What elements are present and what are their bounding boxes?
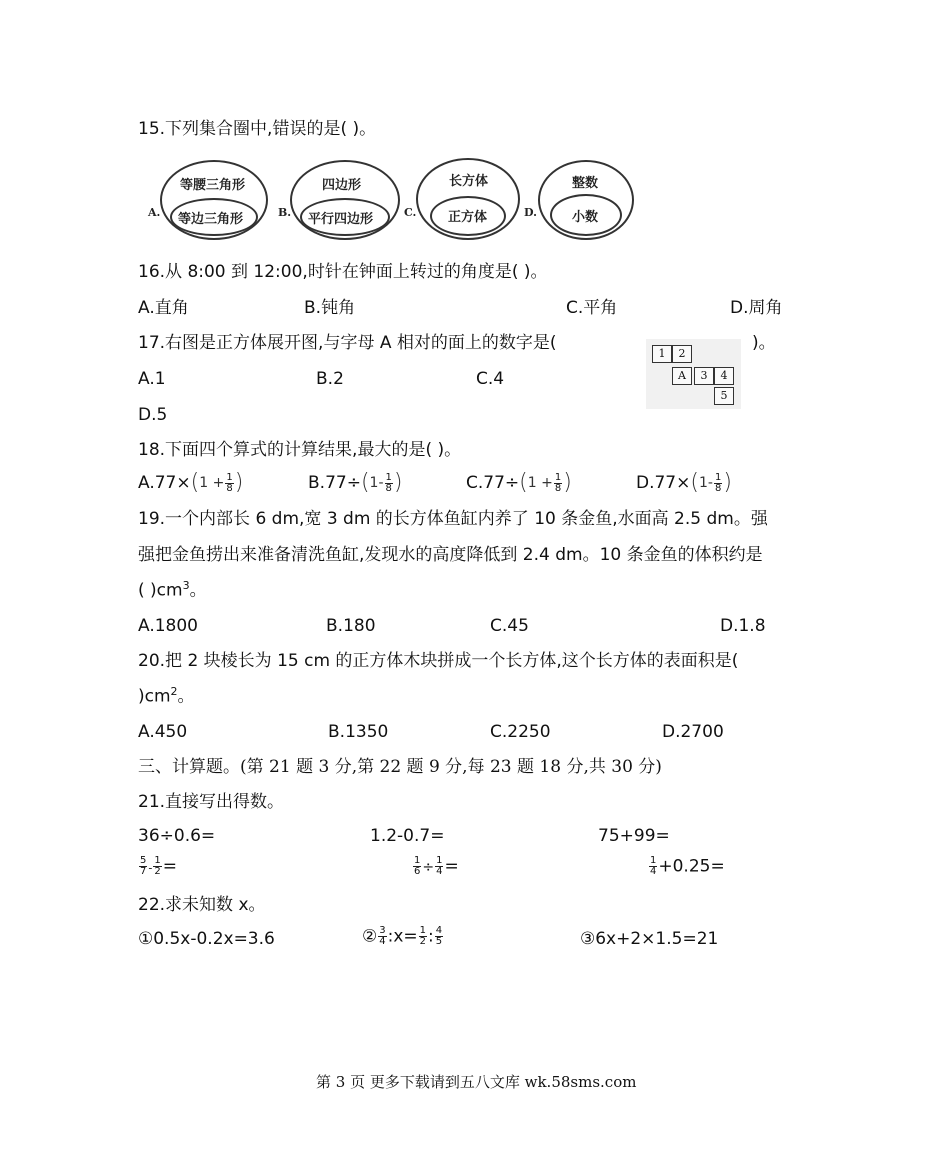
outer-set-label: 等腰三角形 <box>180 178 246 193</box>
right-paren: ) <box>393 470 403 495</box>
outer-set-label: 四边形 <box>322 178 362 193</box>
operator: ÷ <box>422 859 435 876</box>
net-face: 4 <box>714 367 734 385</box>
q22-equation-3: ③6x+2×1.5=21 <box>580 929 719 949</box>
circled-number: ② <box>362 926 378 947</box>
fraction <box>435 856 443 877</box>
period: 。 <box>177 686 195 707</box>
inner-set-label: 小数 <box>572 210 599 225</box>
fraction <box>435 926 443 947</box>
right-paren: ) <box>723 470 732 495</box>
fraction-denominator: 8 <box>714 482 722 494</box>
q17-stem: 17.右图是正方体展开图,与字母 A 相对的面上的数字是( <box>138 333 557 353</box>
set-option-b <box>278 158 410 242</box>
right-paren: ) <box>234 470 244 495</box>
q19-blank-unit: ( )cm <box>138 580 183 601</box>
q16-option-c: C.平角 <box>566 298 618 318</box>
operator: - <box>148 861 153 875</box>
q18-d-prefix: D.77× <box>636 473 691 494</box>
q18-option-b <box>308 470 402 496</box>
q20-option-a: A.450 <box>138 722 188 742</box>
fraction-denominator: 5 <box>435 936 443 947</box>
superscript: 2 <box>170 685 178 698</box>
q17-option-d: D.5 <box>138 405 168 425</box>
fraction <box>385 473 393 494</box>
q19-line1: 19.一个内部长 6 dm,宽 3 dm 的长方体鱼缸内养了 10 条金鱼,水面高 2.5 dm。强 <box>138 509 768 529</box>
fraction <box>419 926 427 947</box>
fraction-denominator: 2 <box>419 936 427 947</box>
fraction-denominator: 8 <box>226 482 233 494</box>
q20-option-d: D.2700 <box>662 722 724 742</box>
q16-option-d: D.周角 <box>730 298 783 318</box>
section-heading: 三、计算题。(第 21 题 3 分,第 22 题 9 分,每 23 题 18 分,共 30 分) <box>138 757 662 777</box>
fraction <box>649 856 657 877</box>
set-option-letter: C. <box>404 206 417 219</box>
net-face: 5 <box>714 387 734 405</box>
q18-c-prefix: C.77÷ <box>466 473 520 494</box>
q18-d-inner: 1- <box>698 474 713 491</box>
fraction-numerator: 1 <box>414 855 421 866</box>
fraction-numerator: 1 <box>714 471 722 483</box>
q18-option-c <box>466 470 572 496</box>
set-option-letter: B. <box>278 206 292 219</box>
q17-stem-close: )。 <box>752 333 776 353</box>
fraction-numerator: 4 <box>435 925 443 936</box>
inner-set-label: 平行四边形 <box>308 212 374 227</box>
inner-set-label: 正方体 <box>448 210 488 225</box>
equation-middle: :x= <box>387 926 418 947</box>
fraction-denominator: 4 <box>650 866 657 877</box>
set-option-c <box>404 158 522 242</box>
fraction-numerator: 1 <box>154 855 161 866</box>
q19-line3 <box>138 579 207 601</box>
q18-stem: 18.下面四个算式的计算结果,最大的是( )。 <box>138 440 462 460</box>
equals: = <box>162 856 177 877</box>
set-option-d <box>522 158 638 242</box>
q18-a-inner: 1 + <box>199 474 225 491</box>
q20-unit: )cm <box>138 686 171 707</box>
fraction-denominator: 6 <box>414 866 421 877</box>
set-option-letter: A. <box>148 206 161 219</box>
fraction-denominator: 8 <box>554 482 562 494</box>
fraction <box>153 856 161 877</box>
q17-option-c: C.4 <box>476 369 505 389</box>
fraction-numerator: 3 <box>379 925 386 936</box>
inner-set-label: 等边三角形 <box>178 212 244 227</box>
right-paren: ) <box>563 470 572 495</box>
fraction-numerator: 1 <box>419 925 427 936</box>
fraction-denominator: 7 <box>140 866 147 877</box>
fraction-numerator: 1 <box>436 855 443 866</box>
outer-set-label: 整数 <box>572 176 599 191</box>
set-diagram <box>138 158 638 242</box>
set-option-letter: D. <box>524 206 537 219</box>
fraction-denominator: 2 <box>154 866 161 877</box>
q18-option-d <box>636 470 732 496</box>
q21-item <box>138 856 177 877</box>
ratio-colon: : <box>428 926 434 947</box>
fraction-numerator: 1 <box>226 471 233 483</box>
q20-line1: 20.把 2 块棱长为 15 cm 的正方体木块拼成一个长方体,这个长方体的表面积是( <box>138 651 739 671</box>
fraction-numerator: 1 <box>554 471 562 483</box>
q18-b-inner: 1- <box>369 474 384 491</box>
net-face: 2 <box>672 345 692 363</box>
q19-line2: 强把金鱼捞出来准备清洗鱼缸,发现水的高度降低到 2.4 dm。10 条金鱼的体积约是 <box>138 545 763 565</box>
fraction <box>139 856 147 877</box>
q16-stem: 16.从 8:00 到 12:00,时针在钟面上转过的角度是( )。 <box>138 262 548 282</box>
q19-option-a: A.1800 <box>138 616 198 636</box>
fraction-numerator: 1 <box>385 471 392 483</box>
fraction <box>413 856 421 877</box>
period: 。 <box>189 580 207 601</box>
q16-option-b: B.钝角 <box>304 298 356 318</box>
cube-net-figure <box>646 339 741 409</box>
q17-option-b: B.2 <box>316 369 344 389</box>
q21-item <box>412 856 459 877</box>
q21-item: 36÷0.6= <box>138 826 216 846</box>
left-paren: ( <box>360 470 370 495</box>
fraction <box>378 926 386 947</box>
expression-rest: +0.25= <box>658 856 725 877</box>
net-face: 1 <box>652 345 672 363</box>
q15-stem: 15.下列集合圈中,错误的是( )。 <box>138 119 377 139</box>
left-paren: ( <box>690 470 699 495</box>
q22-equation-2 <box>362 926 444 947</box>
q18-b-prefix: B.77÷ <box>308 473 361 494</box>
q20-option-c: C.2250 <box>490 722 551 742</box>
equals: = <box>444 856 459 877</box>
q18-option-a <box>138 470 243 496</box>
outer-set-label: 长方体 <box>449 174 489 189</box>
fraction <box>714 473 722 494</box>
q19-option-b: B.180 <box>326 616 376 636</box>
net-face: 3 <box>694 367 714 385</box>
left-paren: ( <box>519 470 528 495</box>
q16-option-a: A.直角 <box>138 298 189 318</box>
q20-line2 <box>138 685 195 707</box>
q21-item: 75+99= <box>598 826 670 846</box>
fraction <box>225 473 233 494</box>
q19-option-c: C.45 <box>490 616 529 636</box>
q20-option-b: B.1350 <box>328 722 389 742</box>
q18-c-inner: 1 + <box>527 474 553 491</box>
page-footer: 第 3 页 更多下载请到五八文库 wk.58sms.com <box>316 1073 637 1091</box>
fraction <box>554 473 562 494</box>
q18-a-prefix: A.77× <box>138 473 191 494</box>
fraction-numerator: 1 <box>650 855 657 866</box>
q21-item <box>648 856 725 877</box>
q17-option-a: A.1 <box>138 369 166 389</box>
q19-option-d: D.1.8 <box>720 616 766 636</box>
fraction-denominator: 8 <box>385 482 392 494</box>
superscript: 3 <box>182 579 190 592</box>
fraction-denominator: 4 <box>436 866 443 877</box>
q22-equation-1: ①0.5x-0.2x=3.6 <box>138 929 275 949</box>
set-option-a <box>138 158 270 242</box>
fraction-numerator: 5 <box>140 855 147 866</box>
fraction-denominator: 4 <box>379 936 386 947</box>
q21-item: 1.2-0.7= <box>370 826 445 846</box>
q21-stem: 21.直接写出得数。 <box>138 792 285 812</box>
left-paren: ( <box>190 470 200 495</box>
net-face: A <box>672 367 692 385</box>
q22-stem: 22.求未知数 x。 <box>138 895 266 915</box>
